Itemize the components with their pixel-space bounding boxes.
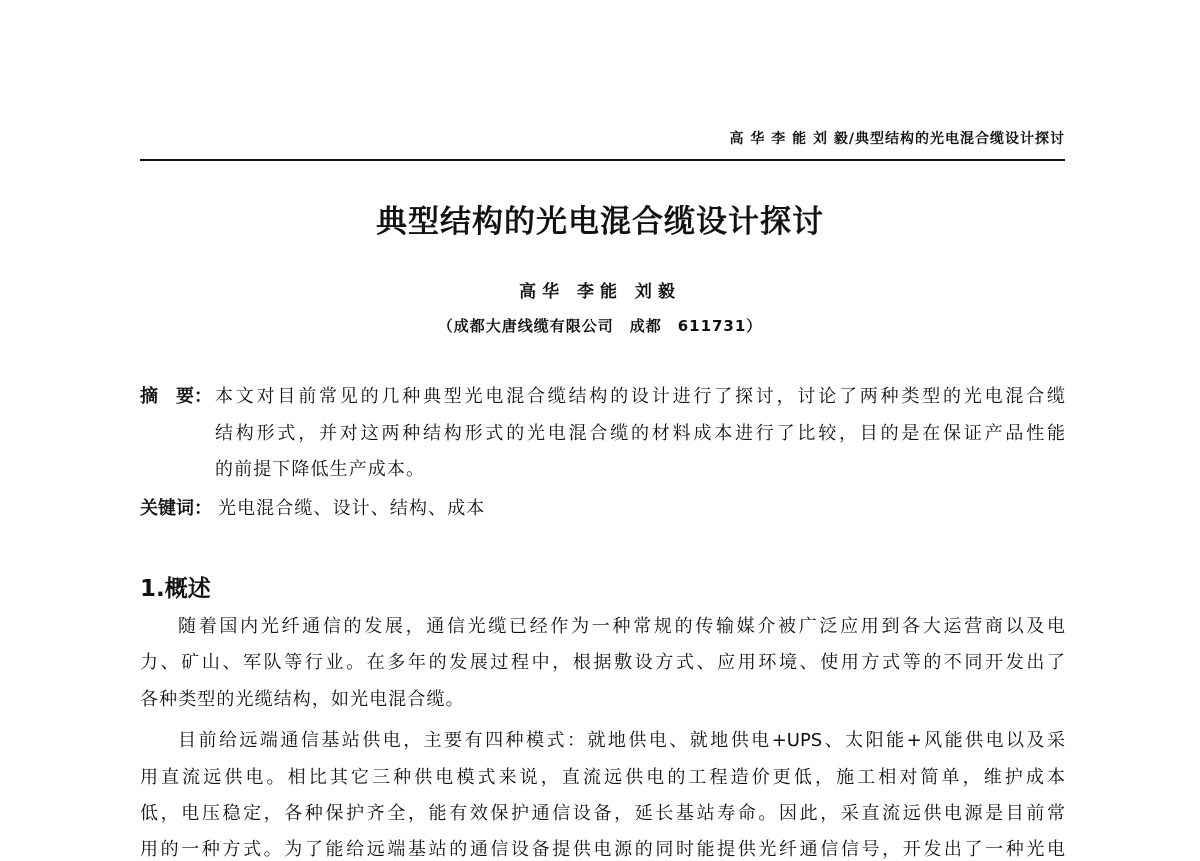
- paragraph-line: 用直流远供电。相比其它三种供电模式来说，直流远供电的工程造价更低，施工相对简单，维护成本: [140, 767, 1065, 788]
- paragraph-line: 随着国内光纤通信的发展，通信光缆已经作为一种常规的传输媒介被广泛应用到各大运营商以及电: [178, 616, 1065, 637]
- abstract-line: 本文对目前常见的几种典型光电混合缆结构的设计进行了探讨，讨论了两种类型的光电混合缆: [215, 386, 1065, 407]
- paragraph-line: 用的一种方式。为了能给远端基站的通信设备提供电源的同时能提供光纤通信信号，开发出了一种光电: [140, 839, 1065, 860]
- abstract-label: 摘 要：: [140, 386, 212, 407]
- paragraph-line: 力、矿山、军队等行业。在多年的发展过程中，根据敷设方式、应用环境、使用方式等的不同开发出了: [140, 652, 1065, 673]
- abstract-line: 的前提下降低生产成本。: [215, 459, 426, 480]
- authors: 高华 李能 刘毅: [519, 282, 681, 302]
- header-rule: [140, 159, 1065, 161]
- section-heading: 1.概述: [140, 576, 211, 602]
- keywords-label: 关键词：: [140, 498, 212, 519]
- paper-title: 典型结构的光电混合缆设计探讨: [376, 204, 824, 240]
- affiliation: （成都大唐线缆有限公司 成都 611731）: [437, 317, 763, 335]
- running-head: 高 华 李 能 刘 毅/典型结构的光电混合缆设计探讨: [729, 131, 1065, 147]
- keywords-text: 光电混合缆、设计、结构、成本: [218, 498, 486, 519]
- paragraph-line: 各种类型的光缆结构，如光电混合缆。: [140, 689, 465, 710]
- abstract-line: 结构形式，并对这两种结构形式的光电混合缆的材料成本进行了比较，目的是在保证产品性能: [215, 423, 1065, 444]
- paragraph-line: 低，电压稳定，各种保护齐全，能有效保护通信设备，延长基站寿命。因此，采直流远供电源是目前常: [140, 803, 1065, 824]
- paragraph-line: 目前给远端通信基站供电，主要有四种模式：就地供电、就地供电+UPS、太阳能+风能供电以及采: [178, 730, 1065, 751]
